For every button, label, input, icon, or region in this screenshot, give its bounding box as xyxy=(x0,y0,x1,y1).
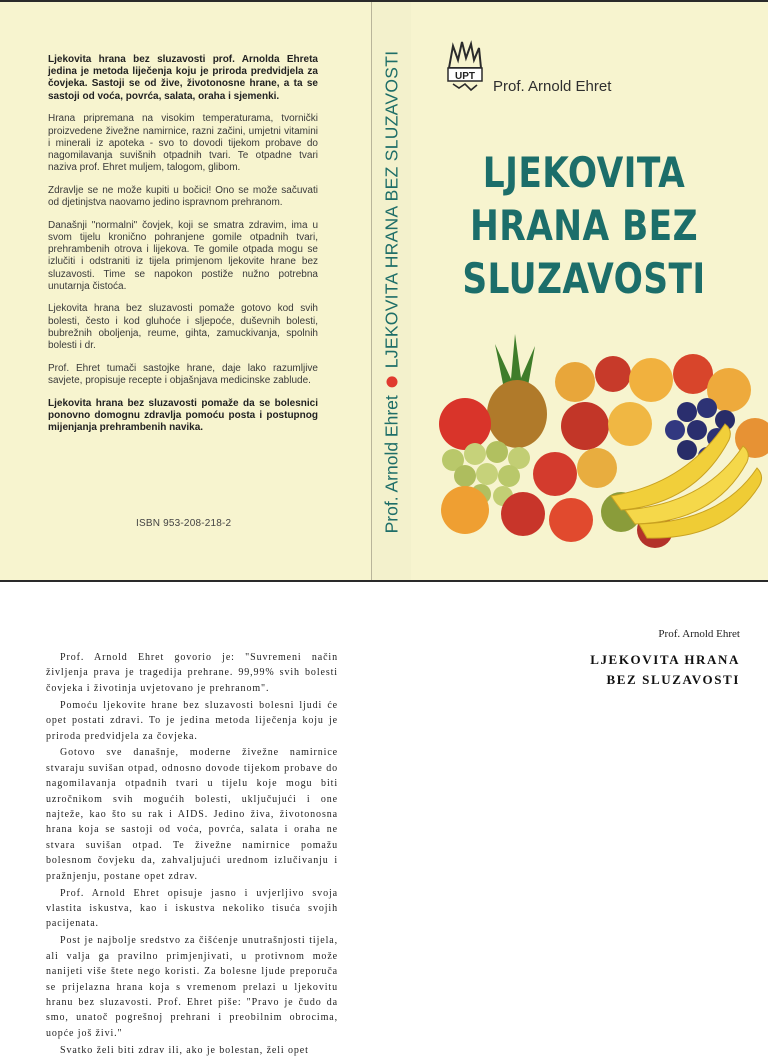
inner-left-page-text xyxy=(46,650,338,1060)
orange xyxy=(629,358,673,402)
tomato xyxy=(549,498,593,542)
blurb-paragraph: Ljekovita hrana bez sluzavosti prof. Arnolda Ehreta jedina je metoda liječenja koju je priroda predvidjela za čovjeka. Sastoji se od žive, životonosne hrane, a ta se sastoji od voća, povrća, salata, oraha i sjemenki. xyxy=(48,54,318,102)
front-title-line: HRANA BEZ xyxy=(470,201,698,250)
blurb-paragraph: Današnji "normalni" čovjek, koji se smatra zdravim, ima u svom tijelu kronično pohranjene gomile otpadnih tvari, prehrambenih otrova i lijekova. Te gomile otpada mogu se izlučiti i odstraniti iz tijela primjenom ljekovite hrane bez sluzavosti. Time se napokon postiže nužno potrebna unutarnja čistoća. xyxy=(48,219,318,292)
apple xyxy=(561,402,609,450)
inner-paragraph: Prof. Arnold Ehret opisuje jasno i uvjerljivo svoja vlastita iskustva, kao i iskustva nekoliko tisuća svojih pacijenata. xyxy=(46,887,338,930)
apricot xyxy=(577,448,617,488)
lemon xyxy=(608,402,652,446)
back-cover-blurb xyxy=(48,54,318,445)
back-cover xyxy=(0,2,371,580)
inner-paragraph: Gotovo sve današnje, moderne živežne namirnice stvaraju suvišan otpad, odnosno dovode tijekom probave do nagomilavanja otpadnih tvari u tijelu koje mogu biti uzročnikom svih mogućih bolesti, uključujući i one najteže, kao što su rak i AIDS. Jedino živa, životonosna hrana koja se sastoji od voća, povrća, salata i oraha ne stvara suvišan otpad. Te živežne namirnice pomažu bolesnom čovjeku da, zahvaljujući urednom izlučivanju i pražnjenju, postane opet zdrav. xyxy=(46,747,338,882)
front-title xyxy=(461,146,707,305)
orange xyxy=(441,486,489,534)
front-title-line: SLUZAVOSTI xyxy=(462,254,706,303)
inner-paragraph: Pomoću ljekovite hrane bez sluzavosti bolesni ljudi će opet postati zdravi. To je jedina metoda liječenja koju je priroda predvidjela za čovjeka. xyxy=(46,699,338,742)
isbn-number: ISBN 953-208-218-2 xyxy=(136,518,232,529)
title-page-title xyxy=(590,650,740,690)
orange xyxy=(555,362,595,402)
spine-label xyxy=(382,51,403,534)
publisher-logo xyxy=(445,38,485,96)
blurb-paragraph: Ljekovita hrana bez sluzavosti pomaže gotovo kod svih bolesti, često i kod gluhoće i sljepoće, duševnih bolesti, bubrežnih oboljenja, reume, gihta, zamuckivanja, spolnih bolesti i dr. xyxy=(48,303,318,352)
publisher-logo-text: UPT xyxy=(455,71,475,82)
front-cover xyxy=(411,2,768,580)
inner-paragraph: Svatko želi biti zdrav ili, ako je bolestan, želi opet xyxy=(60,1044,309,1056)
front-title-line: LJEKOVITA xyxy=(482,148,686,197)
apple xyxy=(673,354,713,394)
title-page-author: Prof. Arnold Ehret xyxy=(658,628,740,640)
pineapple xyxy=(487,380,547,448)
blurb-paragraph: Zdravlje se ne može kupiti u bočici! Ono se može sačuvati od djetinjstva naovamo jedino ispravnom prehranom. xyxy=(48,184,318,209)
spine-author: Prof. Arnold Ehret xyxy=(381,395,402,534)
apple xyxy=(439,398,491,450)
inner-paragraph: Post je najbolje sredstvo za čišćenje unutrašnjosti tijela, ali valja ga pravilno primjenjivati, u protivnom može nanijeti više štete nego koristi. Za bolesne ljude preporuča se prijelazna hrana koja s vremenom prelazi u ljekovitu hranu bez sluzavosti. Prof. Ehret piše: "Pravo je čudo da smo, unatoč pogrešnoj prehrani i preobilnim obrocima, uopće još živi." xyxy=(46,935,338,1039)
front-author: Prof. Arnold Ehret xyxy=(493,78,612,95)
title-page-title-line: LJEKOVITA HRANA xyxy=(590,652,740,667)
blurb-paragraph: Ljekovita hrana bez sluzavosti pomaže da se bolesnici ponovno domognu zdravlja pomoću posta i postupnog mijenjanja prehrambenih navika. xyxy=(48,397,318,434)
apple xyxy=(533,452,577,496)
title-page-title-line: BEZ SLUZAVOSTI xyxy=(606,672,740,687)
book-spine xyxy=(371,2,413,580)
inner-paragraph: Prof. Arnold Ehret govorio je: "Suvremeni način življenja prava je tragedija prehrane. 99,99% svih bolesti čovjeka i životinja uvjetovano je prehranom". xyxy=(46,652,338,694)
blurb-paragraph: Hrana pripremana na visokim temperaturama, tvornički proizvedene živežne namirnice, razni začini, umjetni vitamini i minerali iz apoteka - svo to dovodi tijekom probave do nagomilavanja suvišnih otpadnih tvari. Te otpadne tvari naziva prof. Ehret muljem, talogom, glibom. xyxy=(48,113,318,174)
fruit-illustration xyxy=(425,334,768,550)
blurb-paragraph: Prof. Ehret tumači sastojke hrane, daje lako razumljive savjete, propisuje recepte i objašnjava medicinske zablude. xyxy=(48,362,318,386)
red-dot-icon xyxy=(387,376,398,387)
apple xyxy=(595,356,631,392)
apple xyxy=(501,492,545,536)
spine-title: LJEKOVITA HRANA BEZ SLUZAVOSTI xyxy=(381,50,402,369)
